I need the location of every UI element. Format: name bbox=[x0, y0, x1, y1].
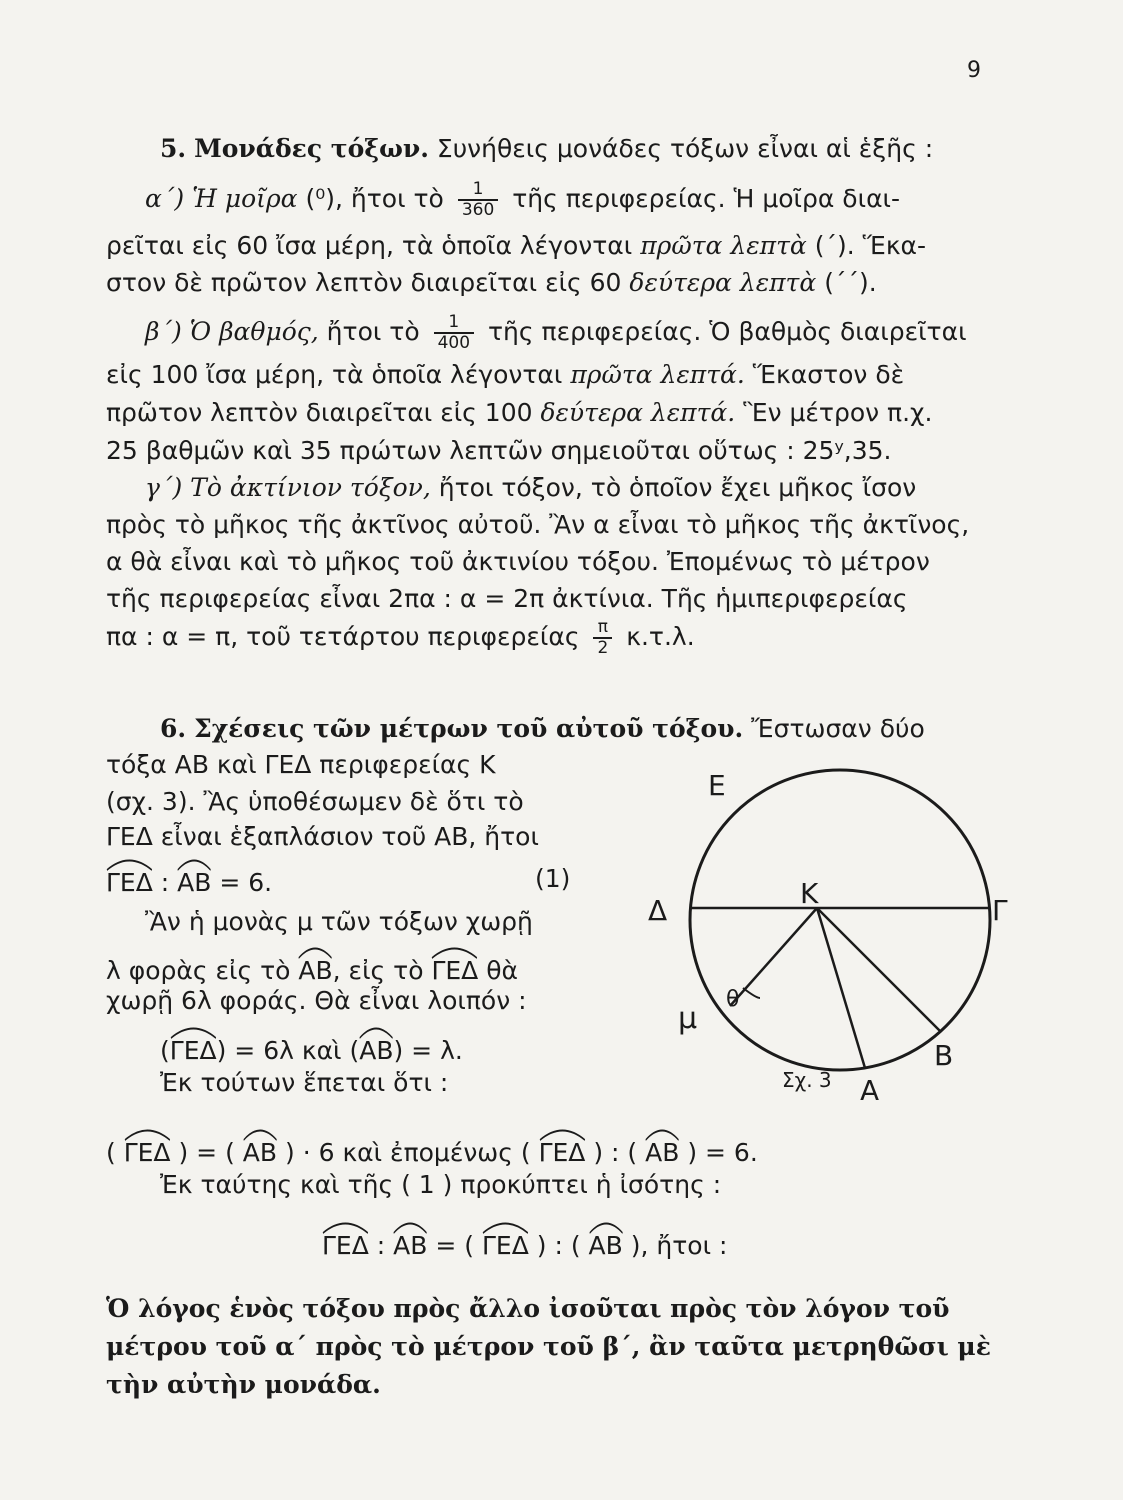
text-line: ρεῖται εἰς 60 ἴσα μέρη, τὰ ὁποῖα λέγονται πρῶτα λεπτὰ (΄). Ἕκα- bbox=[106, 231, 927, 260]
arc-ged: ΓΕΔ bbox=[106, 862, 153, 900]
equation-4: ΓΕΔ : ΑΒ = ( ΓΕΔ ) : ( ΑΒ ), ἤτοι : bbox=[322, 1225, 727, 1263]
page-number: 9 bbox=[967, 58, 981, 83]
arc-ged: ΓΕΔ bbox=[322, 1225, 369, 1263]
text-line: εἰς 100 ἴσα μέρη, τὰ ὁποῖα λέγονται πρῶτα λεπτά. Ἕκαστον δὲ bbox=[106, 360, 905, 389]
text-line: χωρῇ 6λ φοράς. Θὰ εἶναι λοιπόν : bbox=[106, 986, 527, 1015]
arc-ab: ΑΒ bbox=[359, 1030, 393, 1068]
section-6-heading: 6. Σχέσεις τῶν μέτρων τοῦ αὐτοῦ τόξου. Ἔστωσαν δύο bbox=[160, 714, 925, 743]
arc-ged: ΓΕΔ bbox=[124, 1132, 171, 1170]
text-line: λ φορὰς εἰς τὸ ΑΒ, εἰς τὸ ΓΕΔ θὰ bbox=[106, 950, 518, 988]
equation-2: ( ΓΕΔ) = 6λ καὶ ( ΑΒ) = λ. bbox=[160, 1030, 463, 1068]
figure-circle-diagram bbox=[640, 760, 1020, 1100]
label-theta: θ bbox=[726, 987, 740, 1012]
fraction-1-400: $\frac{1}{400}$ bbox=[434, 313, 474, 353]
text-line: 25 βαθμῶν καὶ 35 πρώτων λεπτῶν σημειοῦται οὕτως : 25ʸ,35. bbox=[106, 436, 892, 465]
text-line: πρὸς τὸ μῆκος τῆς ἀκτῖνος αὐτοῦ. Ἂν α εἶναι τὸ μῆκος τῆς ἀκτῖνος, bbox=[106, 510, 970, 539]
label-b: Β bbox=[934, 1039, 954, 1072]
unit-grad-line: β΄) Ὁ βαθμός, ἤτοι τὸ $\frac{1}{400}$ τῆς περιφερείας. Ὁ βαθμὸς διαιρεῖται bbox=[145, 312, 967, 353]
arc-ged: ΓΕΔ bbox=[170, 1030, 217, 1068]
arc-ged: ΓΕΔ bbox=[539, 1132, 586, 1170]
arc-ab: ΑΒ bbox=[393, 1225, 427, 1263]
arc-ab: ΑΒ bbox=[298, 950, 332, 988]
arc-ab: ΑΒ bbox=[177, 862, 211, 900]
text-line: Ἐκ τούτων ἕπεται ὅτι : bbox=[160, 1068, 449, 1097]
equation-3: ( ΓΕΔ ) = ( ΑΒ ) · 6 καὶ ἐπομένως ( ΓΕΔ ) : ( ΑΒ ) = 6. bbox=[106, 1132, 758, 1170]
label-e: Ε bbox=[708, 769, 726, 802]
radius-kmu bbox=[730, 908, 817, 1006]
circle bbox=[690, 770, 990, 1070]
label-g: Γ bbox=[992, 894, 1008, 927]
equation-1: ΓΕΔ : ΑΒ = 6. bbox=[106, 862, 272, 900]
equation-1-tag: (1) bbox=[535, 864, 571, 893]
text-line: (σχ. 3). Ἂς ὑποθέσωμεν δὲ ὅτι τὸ bbox=[106, 787, 524, 816]
arc-ab: ΑΒ bbox=[243, 1132, 277, 1170]
text-line: στον δὲ πρῶτον λεπτὸν διαιρεῖται εἰς 60 δεύτερα λεπτὰ (΄΄). bbox=[106, 268, 877, 297]
text-line: α θὰ εἶναι καὶ τὸ μῆκος τοῦ ἀκτινίου τόξου. Ἐπομένως τὸ μέτρον bbox=[106, 547, 930, 576]
text-line: πα : α = π, τοῦ τετάρτου περιφερείας $\frac{\pi}{2}$ κ.τ.λ. bbox=[106, 617, 695, 658]
label-a: Α bbox=[860, 1074, 880, 1100]
unit-degree-line: α΄) Ἡ μοῖρα (⁰), ἤτοι τὸ $\frac{1}{360}$ τῆς περιφερείας. Ἡ μοῖρα διαι- bbox=[145, 179, 901, 220]
label-k: Κ bbox=[800, 877, 819, 910]
arc-ab: ΑΒ bbox=[645, 1132, 679, 1170]
arc-ged: ΓΕΔ bbox=[431, 950, 478, 988]
label-d: Δ bbox=[648, 894, 668, 927]
arc-ab: ΑΒ bbox=[589, 1225, 623, 1263]
fraction-1-360: $\frac{1}{360}$ bbox=[458, 180, 498, 220]
unit-radian-line: γ΄) Τὸ ἀκτίνιον τόξον, ἤτοι τόξον, τὸ ὁποῖον ἔχει μῆκος ἴσον bbox=[145, 473, 917, 502]
fraction-pi-2: $\frac{\pi}{2}$ bbox=[593, 618, 612, 658]
figure-caption: Σχ. 3 bbox=[782, 1068, 832, 1092]
text-line: ΓΕΔ εἶναι ἑξαπλάσιον τοῦ ΑΒ, ἤτοι bbox=[106, 822, 539, 851]
text-line: τόξα ΑΒ καὶ ΓΕΔ περιφερείας Κ bbox=[106, 750, 496, 779]
conclusion-theorem: Ὁ λόγος ἑνὸς τόξου πρὸς ἄλλο ἰσοῦται πρὸς τὸν λόγον τοῦ μέτρου τοῦ α΄ πρὸς τὸ μέτρον τοῦ β΄, ἂν ταῦτα μετρηθῶσι μὲ τὴν αὐτὴν μονάδα. bbox=[106, 1294, 991, 1399]
section-5-heading: 5. Μονάδες τόξων. Συνήθεις μονάδες τόξων εἶναι αἱ ἑξῆς : bbox=[160, 134, 934, 163]
text-line: πρῶτον λεπτὸν διαιρεῖται εἰς 100 δεύτερα λεπτά. Ἓν μέτρον π.χ. bbox=[106, 398, 933, 427]
arc-ged: ΓΕΔ bbox=[482, 1225, 529, 1263]
text-line: τῆς περιφερείας εἶναι 2πα : α = 2π ἀκτίνια. Τῆς ἡμιπεριφερείας bbox=[106, 584, 908, 613]
text-line: Ἂν ἡ μονὰς μ τῶν τόξων χωρῇ bbox=[145, 907, 533, 936]
text-line: Ἐκ ταύτης καὶ τῆς ( 1 ) προκύπτει ἡ ἰσότης : bbox=[160, 1170, 722, 1199]
angle-arc-theta bbox=[743, 988, 760, 998]
label-mu: μ bbox=[678, 1001, 698, 1036]
